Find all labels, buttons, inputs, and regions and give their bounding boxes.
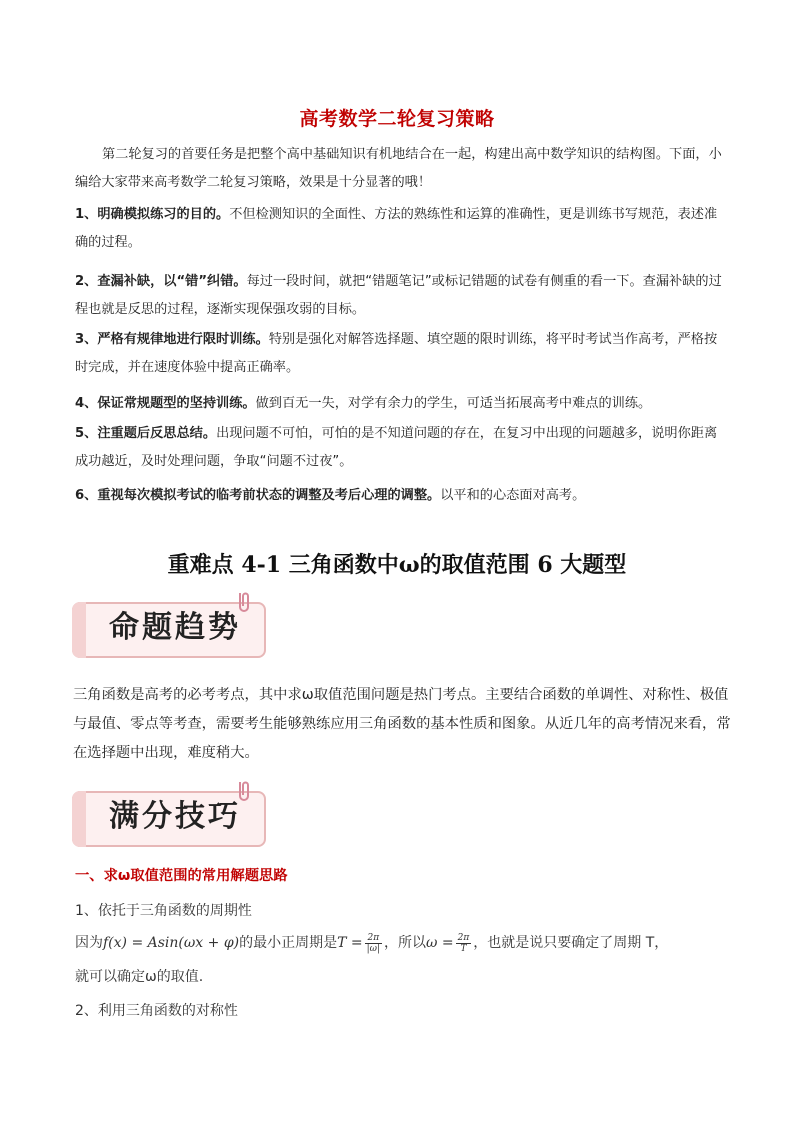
tip-text: 特别是强化对解答选择题、填空题的限时训练，将平时考试当作高考，严格按时完成，并在速度体验中提高正确率。: [75, 332, 718, 375]
trend-paragraph: 三角函数是高考的必考考点，其中求ω取值范围问题是热门考点。主要结合函数的单调性、对称性、极值与最值、零点等考查，需要考生能够熟练应用三角函数的基本性质和图象。从近几年的高考情况来看，常在选择题中出现，难度稍大。: [73, 687, 731, 761]
function-formula: f(x) = Asin(ωx + φ): [103, 935, 240, 951]
fraction-denominator: T: [460, 943, 467, 954]
tip-item: [75, 482, 725, 510]
paperclip-icon: [232, 590, 256, 614]
period-fraction: [365, 933, 382, 954]
tip-heading: 1、明确模拟练习的目的。: [75, 207, 230, 222]
trend-tag-label: 命题趋势: [109, 610, 241, 645]
method-line-4: 2、利用三角函数的对称性: [75, 1003, 238, 1019]
period-symbol: T =: [337, 935, 363, 951]
trend-tag: [72, 596, 268, 652]
intro-paragraph: 第二轮复习的首要任务是把整个高中基础知识有机地结合在一起，构建出高中数学知识的结构图。下面，小编给大家带来高考数学二轮复习策略，效果是十分显著的哦！: [75, 147, 722, 190]
tag-edge: [72, 602, 86, 658]
skill-tag-label: 满分技巧: [109, 799, 241, 834]
tip-heading: 2、查漏补缺，以“错”纠错。: [75, 274, 247, 289]
text: 的最小正周期是: [239, 935, 338, 951]
method-section-title: 一、求ω取值范围的常用解题思路: [75, 868, 288, 884]
omega-symbol: ω =: [426, 935, 454, 951]
tip-text: 不但检测知识的全面性、方法的熟练性和运算的准确性，更是训练书写规范，表述准确的过程。: [75, 207, 718, 250]
method-line-2: [75, 932, 668, 954]
document-title: 高考数学二轮复习策略: [299, 108, 495, 130]
tip-text: 每过一段时间，就把“错题笔记”或标记错题的试卷有侧重的看一下。查漏补缺的过程也就是反思的过程，逐渐实现保强攻弱的目标。: [75, 274, 722, 317]
skill-tag: [72, 785, 268, 841]
tip-heading: 4、保证常规题型的坚持训练。: [75, 396, 256, 411]
tip-item: [75, 420, 725, 475]
text: 因为: [75, 935, 103, 951]
tip-text: 做到百无一失，对学有余力的学生，可适当拓展高考中难点的训练。: [255, 396, 652, 411]
tip-item: [75, 390, 725, 418]
method-line-1: 1、依托于三角函数的周期性: [75, 903, 252, 919]
section-heading: 重难点 4-1 三角函数中ω的取值范围 6 大题型: [167, 552, 627, 578]
tip-text: 以平和的心态面对高考。: [440, 488, 586, 503]
tip-item: [75, 201, 725, 256]
paperclip-icon: [232, 779, 256, 803]
tip-text: 出现问题不可怕，可怕的是不知道问题的存在，在复习中出现的问题越多，说明你距离成功越近，及时处理问题，争取“问题不过夜”。: [75, 426, 718, 469]
tip-item: [75, 326, 725, 381]
method-line-3: 就可以确定ω的取值.: [75, 969, 204, 985]
text: ，也就是说只要确定了周期 T，: [473, 935, 669, 951]
tip-heading: 3、严格有规律地进行限时训练。: [75, 332, 269, 347]
tip-heading: 6、重视每次模拟考试的临考前状态的调整及考后心理的调整。: [75, 488, 441, 503]
tag-edge: [72, 791, 86, 847]
fraction-numerator: 2π: [365, 933, 382, 944]
text: ，所以: [384, 935, 427, 951]
tip-heading: 5、注重题后反思总结。: [75, 426, 217, 441]
omega-fraction: [456, 933, 472, 954]
fraction-denominator: |ω|: [366, 943, 381, 954]
tip-item: [75, 268, 725, 323]
fraction-numerator: 2π: [457, 932, 470, 943]
